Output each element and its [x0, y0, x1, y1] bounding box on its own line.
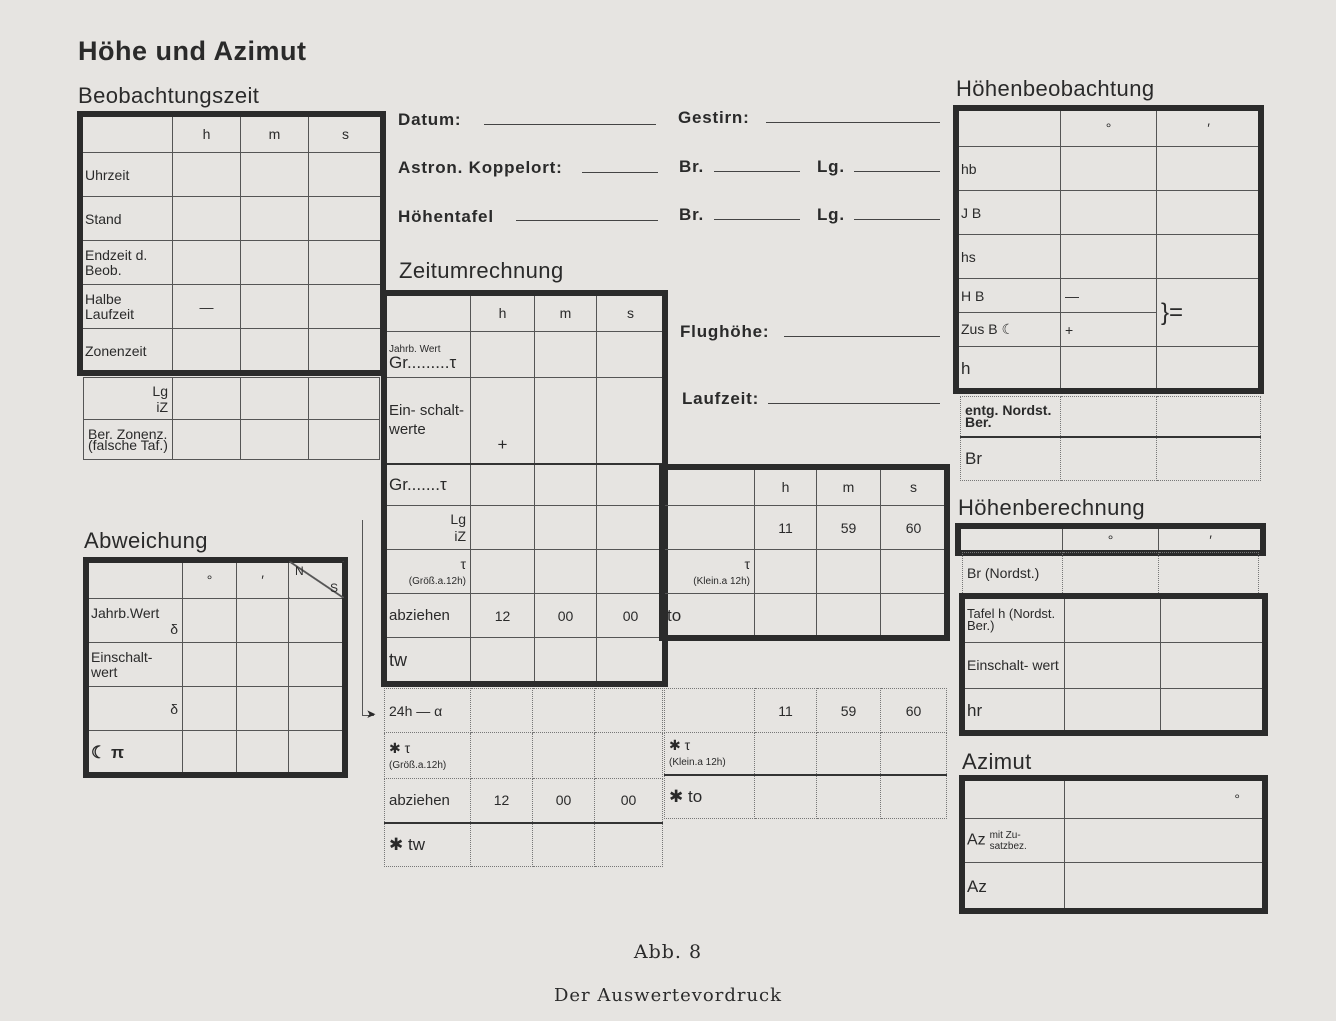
hoehenbeobachtung-extra: [960, 396, 1261, 481]
cell[interactable]: [595, 689, 663, 733]
col-deg: °: [183, 561, 237, 599]
lg-line-2[interactable]: [854, 219, 940, 220]
cell[interactable]: [471, 506, 535, 550]
br-label-2: Br.: [679, 205, 705, 224]
laufzeit-label: Laufzeit:: [682, 389, 760, 408]
row-entg: entg. Nordst. Ber.: [961, 397, 1061, 437]
row-ber-zonenz: Ber. Zonenz. (falsche Taf.): [84, 420, 173, 460]
cell[interactable]: [1161, 643, 1265, 689]
cell[interactable]: [1061, 397, 1157, 437]
col-min: ′: [237, 561, 289, 599]
cell[interactable]: [665, 689, 755, 733]
row-uhrzeit: Uhrzeit: [81, 153, 173, 197]
cell[interactable]: [1065, 863, 1265, 911]
cell[interactable]: [535, 506, 597, 550]
row-br-nordst: Br (Nordst.): [963, 553, 1063, 595]
cell[interactable]: [1065, 643, 1161, 689]
row-moon-pi: ☾ π: [87, 731, 183, 775]
halbe-sign: —: [173, 285, 241, 329]
row-tw: tw: [385, 638, 471, 684]
cell[interactable]: [817, 594, 881, 638]
row-br: Br: [961, 437, 1061, 481]
beobachtungszeit-table: [80, 114, 383, 373]
ns-s: S: [329, 581, 338, 595]
cell[interactable]: [597, 378, 665, 464]
section-zeitumrechnung: Zeitumrechnung: [399, 258, 564, 283]
row-einschalt: Einschalt- wert: [87, 643, 183, 687]
ns-n: N: [295, 564, 304, 578]
cell[interactable]: [173, 378, 241, 420]
delta-symbol: δ: [170, 620, 178, 637]
beobachtungszeit-extra: [83, 377, 380, 460]
col-deg: °: [1061, 109, 1157, 147]
cell[interactable]: [309, 197, 383, 241]
col-s: s: [881, 468, 947, 506]
brace-equals: }=: [1157, 279, 1261, 347]
value-00: 00: [535, 594, 597, 638]
row-stand: Stand: [81, 197, 173, 241]
value-00: 00: [595, 779, 663, 823]
row-jb: J B: [957, 191, 1061, 235]
cell[interactable]: [309, 420, 380, 460]
page-title: Höhe und Azimut: [78, 36, 307, 66]
row-zusb: Zus B ☾: [957, 313, 1061, 347]
cell[interactable]: [237, 731, 289, 775]
cell[interactable]: [535, 550, 597, 594]
stern-table: [384, 688, 663, 867]
row-alpha: 24h — α: [385, 689, 471, 733]
row-klein: (Klein.a 12h): [693, 575, 750, 587]
corner-cell: [959, 527, 1063, 553]
cell[interactable]: [535, 378, 597, 464]
cell[interactable]: [663, 506, 755, 550]
azimut-table: [962, 778, 1265, 911]
cell[interactable]: [471, 823, 533, 867]
row-star-tau: ✱ τ: [389, 739, 411, 756]
row-tau: τ: [460, 555, 466, 572]
cell[interactable]: [309, 329, 383, 373]
col-s: s: [597, 294, 665, 332]
row-halbe-laufzeit: Halbe Laufzeit: [81, 285, 173, 329]
row-lg: Lg: [152, 382, 168, 399]
minus-sign: —: [1061, 279, 1157, 313]
row-einschalt: Einschalt- wert: [963, 643, 1065, 689]
cell[interactable]: [817, 550, 881, 594]
cell[interactable]: [1061, 437, 1157, 481]
cell[interactable]: [1157, 147, 1261, 191]
koppelort-label: Astron. Koppelort:: [398, 158, 563, 177]
row-az: Az: [963, 863, 1065, 911]
row-star-tw: ✱ tw: [385, 823, 471, 867]
plus-sign: +: [471, 378, 535, 464]
delta-symbol: δ: [87, 687, 183, 731]
col-min: ′: [1157, 109, 1261, 147]
cell[interactable]: [237, 599, 289, 643]
cell[interactable]: [533, 733, 595, 779]
cell[interactable]: [755, 733, 817, 775]
hoehenberechnung-table: [962, 596, 1265, 733]
cell[interactable]: [881, 550, 947, 594]
cell[interactable]: [1061, 191, 1157, 235]
col-m: m: [241, 115, 309, 153]
cell[interactable]: [237, 687, 289, 731]
datum-label: Datum:: [398, 110, 462, 129]
cell[interactable]: [1065, 689, 1161, 733]
row-jahrb: Jahrb.Wert: [91, 604, 160, 621]
cell[interactable]: [533, 823, 595, 867]
section-hoehenbeobachtung: Höhenbeobachtung: [956, 76, 1155, 101]
cell[interactable]: [597, 550, 665, 594]
row-az-mit: Az: [967, 831, 986, 849]
cell[interactable]: [755, 775, 817, 819]
cell[interactable]: [1061, 147, 1157, 191]
br-line-1[interactable]: [714, 171, 800, 172]
row-gr-tau: Gr.........τ: [389, 352, 457, 372]
gestirn-line[interactable]: [766, 122, 940, 123]
cell[interactable]: [533, 689, 595, 733]
cell[interactable]: [1159, 553, 1259, 595]
value-00: 00: [533, 779, 595, 823]
cell[interactable]: [881, 594, 947, 638]
row-einschalt: Ein- schalt- werte: [385, 378, 471, 464]
cell[interactable]: [289, 643, 345, 687]
cell[interactable]: [289, 599, 345, 643]
cell[interactable]: [183, 687, 237, 731]
cell[interactable]: [1157, 397, 1261, 437]
value-60: 60: [881, 506, 947, 550]
corner-cell: [963, 779, 1065, 819]
value-60: 60: [881, 689, 947, 733]
hoehenbeobachtung-table: [956, 108, 1261, 391]
row-tafel: Tafel h (Nordst. Ber.): [963, 597, 1065, 643]
cell[interactable]: [241, 329, 309, 373]
flughoehe-label: Flughöhe:: [680, 322, 770, 341]
cell[interactable]: [1065, 597, 1161, 643]
cell[interactable]: [241, 420, 309, 460]
row-hr: hr: [963, 689, 1065, 733]
lg-label-2: Lg.: [817, 205, 845, 224]
cell[interactable]: [597, 464, 665, 506]
row-tau: τ: [744, 555, 750, 572]
section-hoehenberechnung: Höhenberechnung: [958, 495, 1146, 520]
cell[interactable]: [183, 731, 237, 775]
row-h: h: [957, 347, 1061, 391]
value-11: 11: [755, 506, 817, 550]
cell[interactable]: [817, 733, 881, 775]
corner-cell: [957, 109, 1061, 147]
row-hb2: H B: [957, 279, 1061, 313]
lg-line-1[interactable]: [854, 171, 940, 172]
cell[interactable]: [595, 733, 663, 779]
br-label-1: Br.: [679, 157, 705, 176]
zeitumrechnung-table: [384, 293, 665, 684]
stern-table-right: [664, 688, 947, 819]
corner-cell: [663, 468, 755, 506]
figure-description: Der Auswertevordruck: [553, 985, 783, 1006]
hoehentafel-label: Höhentafel: [398, 207, 494, 226]
cell[interactable]: [881, 775, 947, 819]
cell[interactable]: [535, 638, 597, 684]
cell[interactable]: [817, 775, 881, 819]
cell[interactable]: [1063, 553, 1159, 595]
cell[interactable]: [597, 332, 665, 378]
cell[interactable]: [1157, 347, 1261, 391]
row-to: to: [663, 594, 755, 638]
zeitumrechnung-ext: [662, 467, 947, 638]
cell[interactable]: [173, 329, 241, 373]
laufzeit-line[interactable]: [768, 403, 940, 404]
value-12: 12: [471, 779, 533, 823]
gestirn-label: Gestirn:: [678, 108, 750, 127]
cell[interactable]: [289, 731, 345, 775]
col-s: s: [309, 115, 383, 153]
cell[interactable]: [755, 594, 817, 638]
cell[interactable]: [471, 550, 535, 594]
col-m: m: [535, 294, 597, 332]
connector-line: [362, 520, 363, 716]
cell[interactable]: [309, 378, 380, 420]
cell[interactable]: [1161, 689, 1265, 733]
row-star-to: ✱ to: [665, 775, 755, 819]
cell[interactable]: [241, 285, 309, 329]
flughoehe-line[interactable]: [784, 336, 940, 337]
koppelort-line[interactable]: [582, 172, 658, 173]
cell[interactable]: [535, 332, 597, 378]
row-hb: hb: [957, 147, 1061, 191]
section-abweichung: Abweichung: [84, 528, 208, 553]
cell[interactable]: [309, 153, 383, 197]
value-12: 12: [471, 594, 535, 638]
datum-line[interactable]: [484, 124, 656, 125]
cell[interactable]: [755, 550, 817, 594]
cell[interactable]: [471, 638, 535, 684]
abweichung-table: [86, 560, 345, 775]
cell[interactable]: [1161, 597, 1265, 643]
cell[interactable]: [241, 378, 309, 420]
section-azimut: Azimut: [962, 749, 1032, 774]
row-endzeit: Endzeit d. Beob.: [81, 241, 173, 285]
col-deg: °: [1063, 527, 1159, 553]
cell[interactable]: [597, 638, 665, 684]
row-zonenzeit: Zonenzeit: [81, 329, 173, 373]
cell[interactable]: [309, 241, 383, 285]
cell[interactable]: [471, 464, 535, 506]
cell[interactable]: [1065, 819, 1265, 863]
cell[interactable]: [1157, 437, 1261, 481]
row-klein: (Klein.a 12h): [669, 757, 726, 769]
cell[interactable]: [173, 197, 241, 241]
corner-cell: [87, 561, 183, 599]
cell[interactable]: [183, 643, 237, 687]
col-min: ′: [1159, 527, 1263, 553]
row-jahrb: Jahrb. Wert: [389, 343, 441, 355]
cell[interactable]: [471, 733, 533, 779]
cell[interactable]: [471, 689, 533, 733]
col-m: m: [817, 468, 881, 506]
col-h: h: [471, 294, 535, 332]
cell[interactable]: [535, 464, 597, 506]
cell[interactable]: [1157, 235, 1261, 279]
corner-cell: [81, 115, 173, 153]
cell[interactable]: [1061, 347, 1157, 391]
hoehentafel-line[interactable]: [516, 220, 658, 221]
row-abziehen: abziehen: [385, 779, 471, 823]
cell[interactable]: [241, 197, 309, 241]
cell[interactable]: [595, 823, 663, 867]
figure-caption: Abb. 8: [633, 941, 703, 963]
mit-zusatz-label: mit Zu- satzbez.: [989, 829, 1027, 852]
value-59: 59: [817, 506, 881, 550]
row-iz: iZ: [156, 398, 168, 415]
corner-cell: [385, 294, 471, 332]
cell[interactable]: [241, 241, 309, 285]
value-00: 00: [597, 594, 665, 638]
row-gr-tau2: Gr.......τ: [385, 464, 471, 506]
cell[interactable]: [173, 241, 241, 285]
row-iz: iZ: [454, 527, 466, 544]
lg-label-1: Lg.: [817, 157, 845, 176]
hoehenberechnung-header: [958, 526, 1263, 553]
cell[interactable]: [881, 733, 947, 775]
cell[interactable]: [1157, 191, 1261, 235]
br-line-2[interactable]: [714, 219, 800, 220]
row-gross: (Größ.a.12h): [408, 575, 466, 587]
row-star-tau: ✱ τ: [669, 737, 691, 754]
hoehenberechnung-br: [962, 552, 1259, 595]
cell[interactable]: [1061, 235, 1157, 279]
cell[interactable]: [597, 506, 665, 550]
cell[interactable]: [241, 153, 309, 197]
col-deg: °: [1065, 779, 1265, 819]
plus-sign: +: [1061, 313, 1157, 347]
row-gross: (Größ.a.12h): [389, 759, 447, 771]
col-h: h: [755, 468, 817, 506]
col-h: h: [173, 115, 241, 153]
cell[interactable]: [183, 599, 237, 643]
cell[interactable]: [471, 332, 535, 378]
cell[interactable]: [237, 643, 289, 687]
arrow-right-icon: ➤: [366, 707, 377, 721]
cell[interactable]: [309, 285, 383, 329]
section-beobachtungszeit: Beobachtungszeit: [78, 83, 260, 108]
value-59: 59: [817, 689, 881, 733]
row-hs: hs: [957, 235, 1061, 279]
value-11: 11: [755, 689, 817, 733]
cell[interactable]: [289, 687, 345, 731]
row-abziehen: abziehen: [385, 594, 471, 638]
row-lg: Lg: [450, 510, 466, 527]
cell[interactable]: [173, 153, 241, 197]
cell[interactable]: [173, 420, 241, 460]
